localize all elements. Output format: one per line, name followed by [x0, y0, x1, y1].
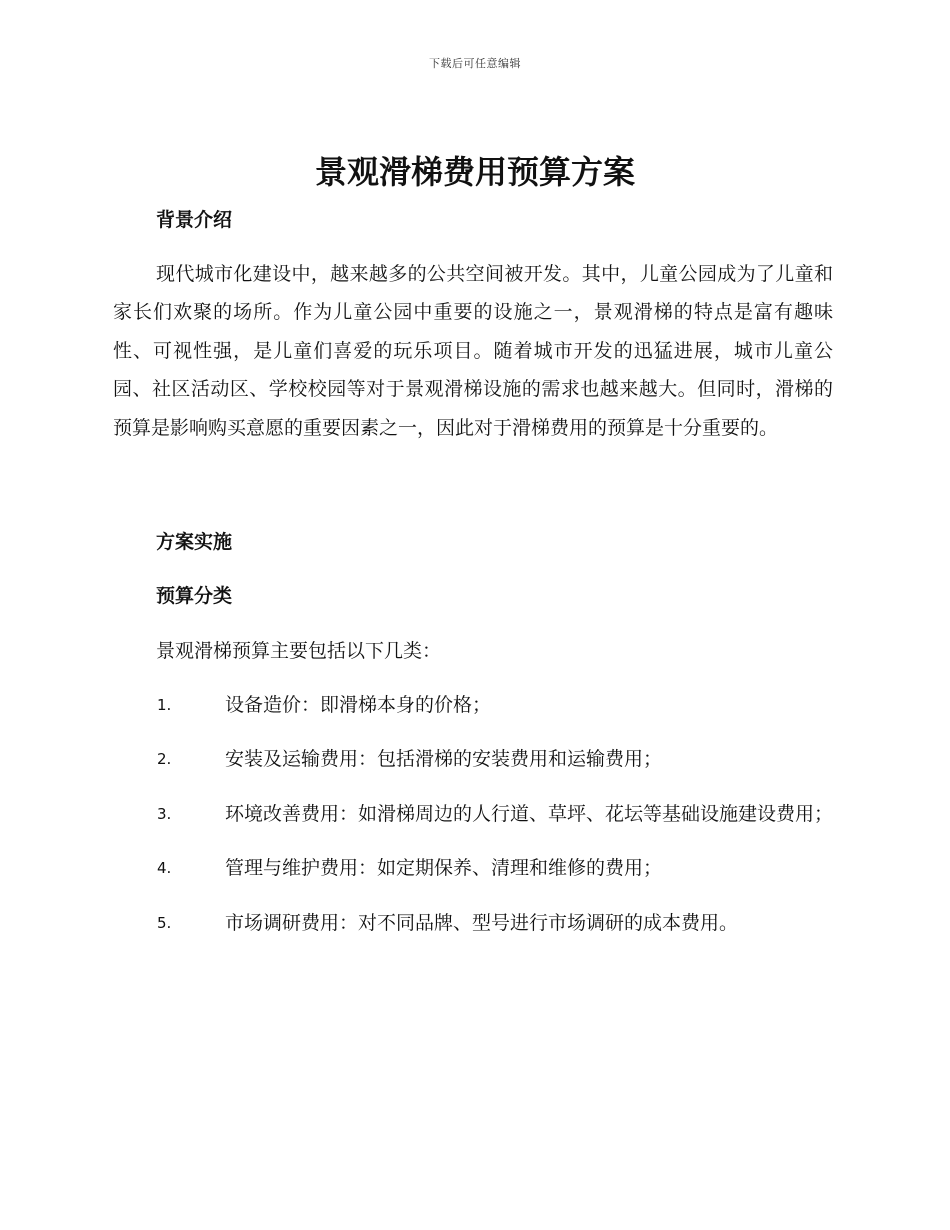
section-heading-background: 背景介绍 [156, 209, 233, 231]
list-item [113, 904, 833, 942]
list-item-text: 环境改善费用：如滑梯周边的人行道、草坪、花坛等基础设施建设费用； [225, 802, 834, 825]
list-item-number: 2. [157, 750, 172, 769]
budget-category-list [113, 686, 833, 958]
list-item [113, 849, 833, 887]
categories-intro: 景观滑梯预算主要包括以下几类： [156, 640, 442, 662]
list-item-number: 1. [157, 696, 172, 714]
section-heading-implementation: 方案实施 [156, 531, 233, 553]
list-item-text: 安装及运输费用：包括滑梯的安装费用和运输费用； [225, 748, 663, 771]
header-note: 下载后可任意编辑 [429, 57, 521, 70]
list-item [113, 686, 833, 724]
list-item-text: 管理与维护费用：如定期保养、清理和维修的费用； [225, 857, 663, 880]
list-item [113, 740, 833, 778]
list-item [113, 795, 833, 833]
list-item-number: 3. [157, 804, 172, 823]
section-heading-categories: 预算分类 [156, 585, 233, 607]
document-title: 景观滑梯费用预算方案 [314, 153, 635, 191]
list-item-text: 市场调研费用：对不同品牌、型号进行市场调研的成本费用。 [225, 911, 739, 934]
list-item-text: 设备造价：即滑梯本身的价格； [225, 694, 492, 716]
background-paragraph: 现代城市化建设中，越来越多的公共空间被开发。其中，儿童公园成为了儿童和家长们欢聚的场所。作为儿童公园中重要的设施之一，景观滑梯的特点是富有趣味性、可视性强，是儿童们喜爱的玩乐项目。随着城市开发的迅猛进展，城市儿童公园、社区活动区、学校校园等对于景观滑梯设施的需求也越来越大。但同时，滑梯的预算是影响购买意愿的重要因素之一，因此对于滑梯费用的预算是十分重要的。 [113, 263, 833, 439]
list-item-number: 5. [157, 913, 172, 932]
list-item-number: 4. [157, 859, 172, 878]
